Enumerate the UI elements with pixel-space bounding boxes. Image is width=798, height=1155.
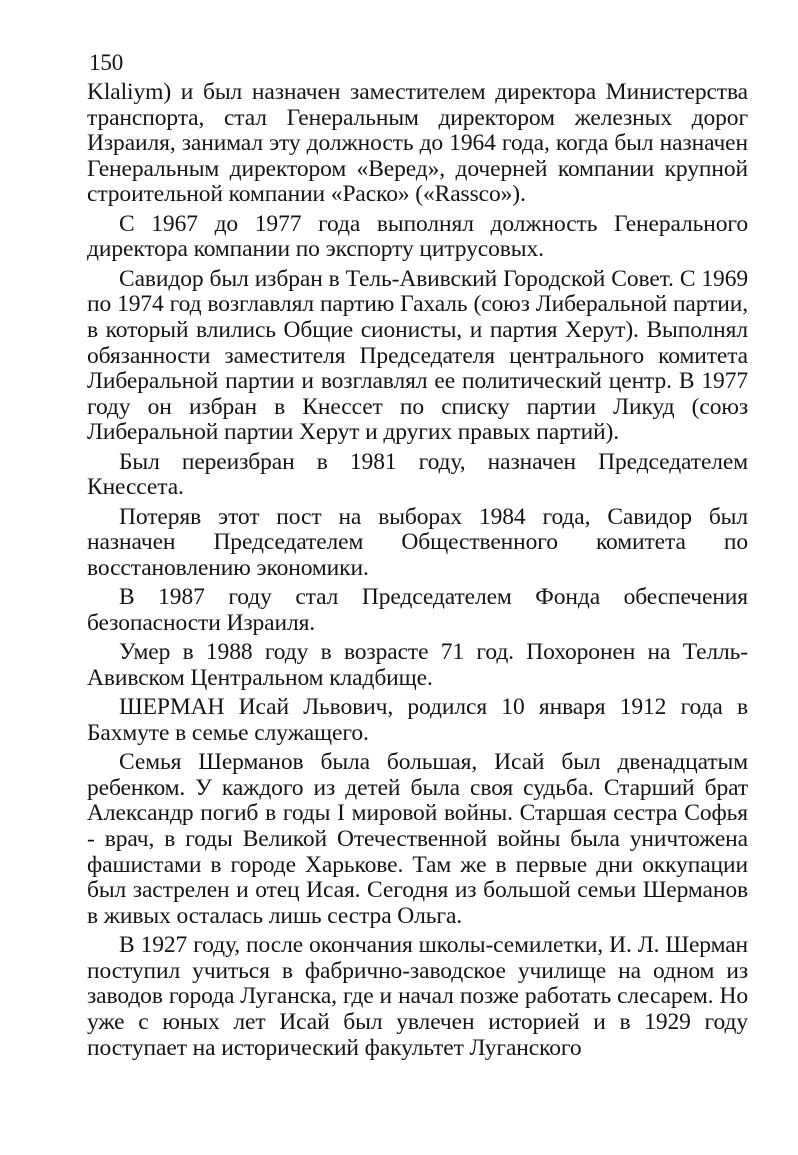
paragraph-text: Был переизбран в 1981 году, назначен Председателем Кнессета.: [87, 448, 748, 501]
page-number: 150: [89, 50, 124, 75]
paragraph-text: С 1967 до 1977 года выполнял должность Генерального директора компании по экспорту цитрусовых.: [87, 210, 748, 263]
paragraph-text: Семья Шерманов была большая, Исай был двенадцатым ребенком. У каждого из детей была своя судьба. Старший брат Александр погиб в годы I мировой войны. Старшая сестра Софья - врач, в годы Великой Отечественной войны была уничтожена фашистами в городе Харькове. Там же в первые дни оккупации был застрелен и отец Исая. Сегодня из большой семьи Шерманов в живых осталась лишь сестра Ольга.: [87, 749, 748, 929]
book-page: [87, 50, 748, 1065]
paragraph-text: Умер в 1988 году в возрасте 71 год. Похоронен на Телль-Авивском Центральном кладбище.: [87, 639, 748, 691]
paragraph-text: В 1927 году, после окончания школы-семилетки, И. Л. Шерман поступил учиться в фабрично-заводское училище на одном из заводов города Луганска, где и начал позже работать слесарем. Но уже с юных лет Исай был увлечен историей и в 1929 году поступает на исторический факультет Луганского: [87, 932, 748, 1061]
paragraph-text: Савидор был избран в Тель-Авивский Городской Совет. С 1969 по 1974 год возглавлял партию Гахаль (союз Либеральной партии, в который влились Общие сионисты, и партия Херут). Выполнял обязанности заместителя Председателя центрального комитета Либеральной партии и возглавлял ее политический центр. В 1977 году он избран в Кнессет по списку партии Ликуд (союз Либеральной партии Херут и других правых партий).: [87, 265, 748, 446]
paragraph-text: Klaliym) и был назначен заместителем директора Министерства транспорта, стал Генеральным директором железных дорог Израиля, занимал эту должность до 1964 года, когда был назначен Генеральным директором «Веред», дочерней компании крупной строительной компании «Раско» («Rassco»).: [87, 79, 748, 208]
paragraph-text: ШЕРМАН Исай Львович, родился 10 января 1912 года в Бахмуте в семье служащего.: [87, 694, 748, 746]
paragraph-text: Потеряв этот пост на выборах 1984 года, Савидор был назначен Председателем Общественного комитета по восстановлению экономики.: [87, 503, 748, 581]
paragraph-text: В 1987 году стал Председателем Фонда обеспечения безопасности Израиля.: [87, 584, 748, 636]
